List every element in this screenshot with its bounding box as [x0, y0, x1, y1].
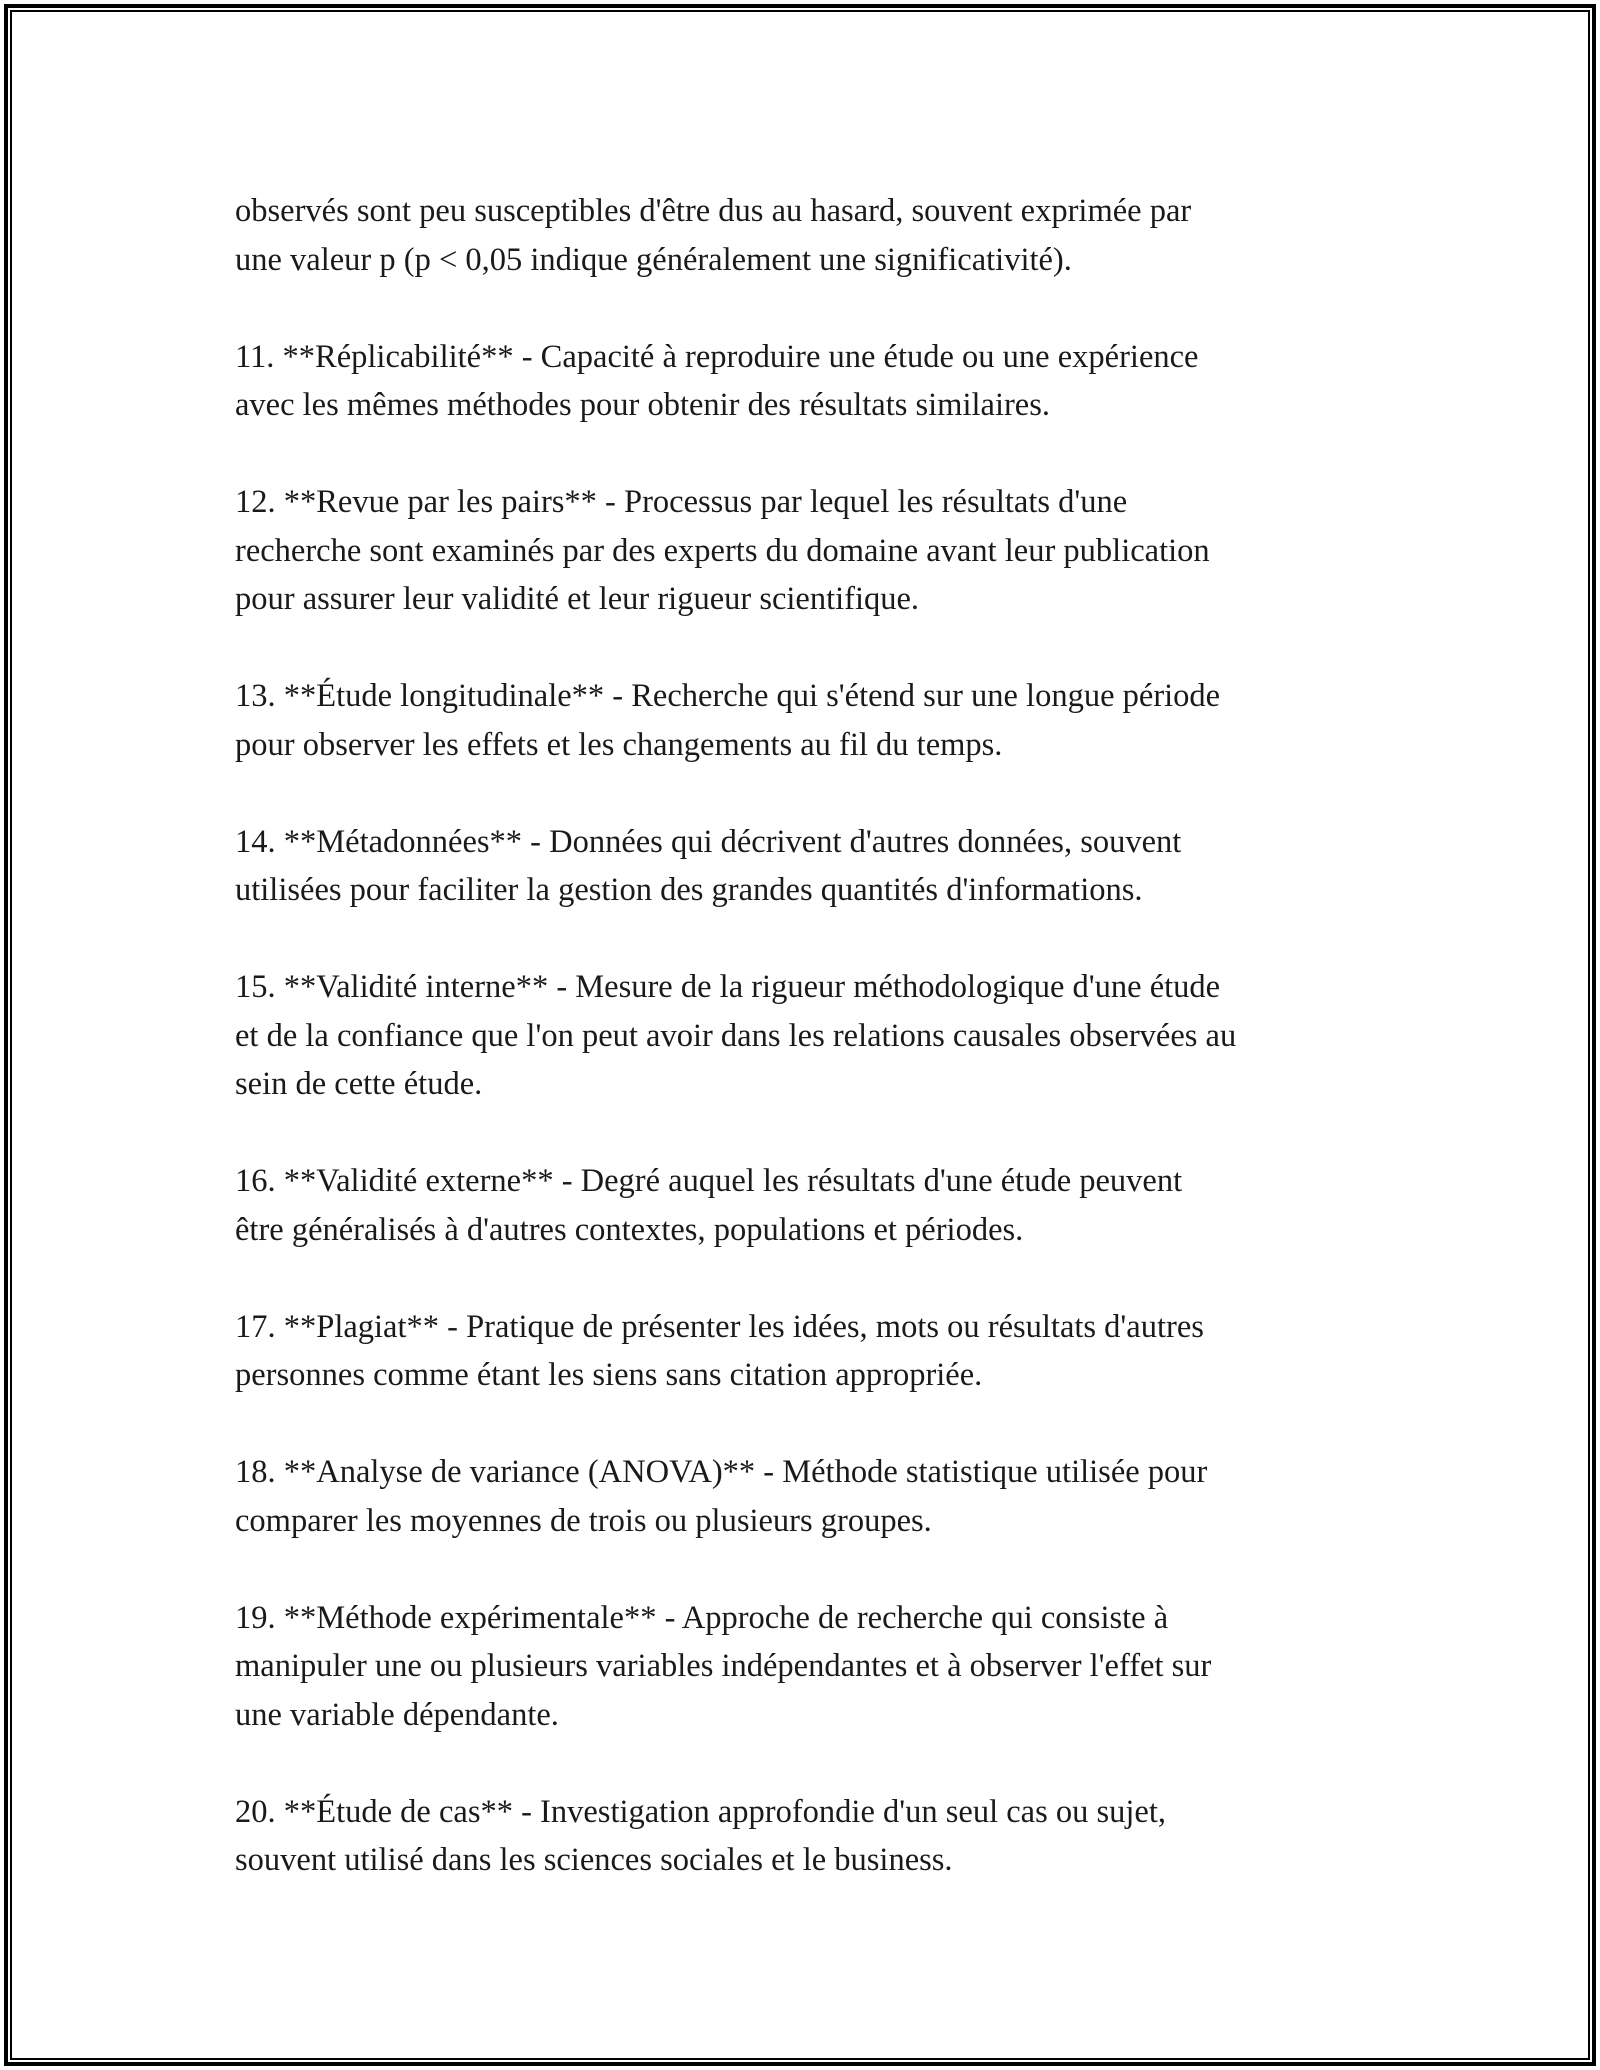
text-line: souvent utilisé dans les sciences sociales et le business. — [235, 1842, 953, 1878]
list-item-11 — [235, 333, 1375, 430]
text-line: observés sont peu susceptibles d'être dus au hasard, souvent exprimée par — [235, 193, 1192, 229]
paragraph-significance-continued — [235, 187, 1375, 284]
text-line: 14. **Métadonnées** - Données qui décrivent d'autres données, souvent — [235, 823, 1182, 860]
text-line: 18. **Analyse de variance (ANOVA)** - Méthode statistique utilisée pour — [235, 1454, 1208, 1490]
text-line: 13. **Étude longitudinale** - Recherche qui s'étend sur une longue période — [235, 678, 1221, 714]
list-item-19 — [235, 1594, 1375, 1740]
list-item-15 — [235, 963, 1375, 1109]
text-line: utilisées pour faciliter la gestion des grandes quantités d'informations. — [235, 872, 1143, 908]
text-line: pour observer les effets et les changements au fil du temps. — [235, 726, 1003, 763]
text-line: 17. **Plagiat** - Pratique de présenter les idées, mots ou résultats d'autres — [235, 1308, 1204, 1345]
text-line: une valeur p (p < 0,05 indique généralement une significativité). — [235, 241, 1072, 278]
text-line: 20. **Étude de cas** - Investigation approfondie d'un seul cas ou sujet, — [235, 1793, 1166, 1830]
text-line: une variable dépendante. — [235, 1696, 559, 1733]
list-item-13 — [235, 672, 1375, 769]
list-item-16 — [235, 1157, 1375, 1254]
list-item-14 — [235, 818, 1375, 915]
document-body — [235, 187, 1375, 1933]
text-line: 15. **Validité interne** - Mesure de la rigueur méthodologique d'une étude — [235, 969, 1221, 1005]
text-line: manipuler une ou plusieurs variables indépendantes et à observer l'effet sur — [235, 1648, 1212, 1684]
text-line: sein de cette étude. — [235, 1066, 483, 1102]
text-line: avec les mêmes méthodes pour obtenir des résultats similaires. — [235, 387, 1050, 423]
text-line: 12. **Revue par les pairs** - Processus par lequel les résultats d'une — [235, 484, 1128, 520]
text-line: 11. **Réplicabilité** - Capacité à reproduire une étude ou une expérience — [235, 338, 1199, 375]
text-line: 16. **Validité externe** - Degré auquel les résultats d'une étude peuvent — [235, 1163, 1183, 1199]
list-item-17 — [235, 1303, 1375, 1400]
list-item-18 — [235, 1448, 1375, 1545]
text-line: personnes comme étant les siens sans citation appropriée. — [235, 1357, 983, 1393]
text-line: pour assurer leur validité et leur rigueur scientifique. — [235, 581, 920, 617]
text-line: recherche sont examinés par des experts du domaine avant leur publication — [235, 532, 1210, 569]
text-line: être généralisés à d'autres contextes, populations et périodes. — [235, 1211, 1024, 1248]
list-item-12 — [235, 478, 1375, 624]
text-line: comparer les moyennes de trois ou plusieurs groupes. — [235, 1502, 932, 1539]
text-line: et de la confiance que l'on peut avoir dans les relations causales observées au — [235, 1017, 1237, 1054]
text-line: 19. **Méthode expérimentale** - Approche de recherche qui consiste à — [235, 1599, 1169, 1636]
list-item-20 — [235, 1788, 1375, 1885]
